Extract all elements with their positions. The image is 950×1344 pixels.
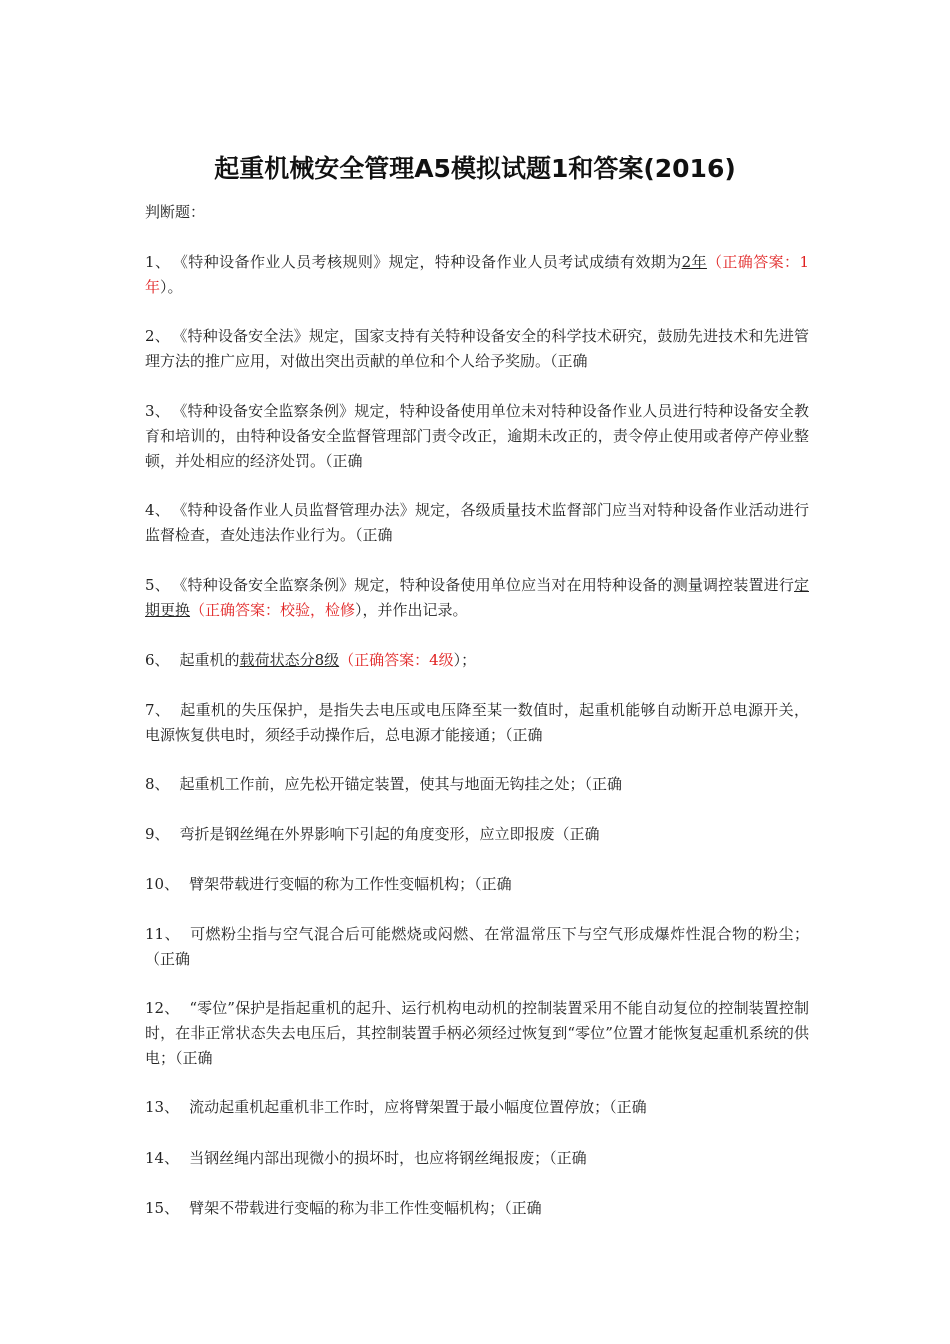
answer-correction: （正确答案：1年 [145,253,809,296]
question-text: “零位”保护是指起重机的起升、运行机构电动机的控制装置采用不能自动复位的控制装置控制时，在非正常状态失去电压后，其控制装置手柄必须经过恢复到“零位”位置才能恢复起重机系统的供电；（正确 [145,999,810,1067]
question-item [145,1095,809,1120]
question-item [145,250,809,300]
question-item [145,698,809,748]
underlined-error: 2年 [681,253,707,271]
question-text: 《特种设备安全监察条例》规定，特种设备使用单位应当对在用特种设备的测量调控装置进行 [179,576,794,594]
question-item [145,324,809,374]
question-text: ）。 [160,278,183,296]
underlined-error: 载荷状态分8级 [239,651,340,669]
question-text: 起重机工作前，应先松开锚定装置，使其与地面无钩挂之处；（正确 [179,775,623,793]
underlined-error: 定期更换 [145,576,809,619]
question-item [145,922,809,972]
question-text: 流动起重机起重机非工作时，应将臂架置于最小幅度位置停放；（正确 [189,1098,647,1116]
question-number: 1、 [145,253,171,271]
question-item [145,498,809,548]
question-text: ），并作出记录。 [355,601,468,619]
document-title: 起重机械安全管理A5模拟试题1和答案(2016) [214,154,736,183]
question-item [145,872,809,897]
question-number: 3、 [145,402,170,420]
question-number: 9、 [145,825,170,843]
question-number: 15、 [145,1199,180,1217]
question-text: 臂架带载进行变幅的称为工作性变幅机构；（正确 [189,875,512,893]
question-item [145,772,809,797]
question-text: 臂架不带载进行变幅的称为非工作性变幅机构；（正确 [189,1199,542,1217]
question-number: 14、 [145,1149,180,1167]
question-number: 5、 [145,576,170,594]
question-text: 《特种设备作业人员考核规则》规定，特种设备作业人员考试成绩有效期为 [180,253,682,271]
question-item [145,648,809,673]
question-number: 7、 [145,701,171,719]
question-number: 2、 [145,327,170,345]
question-number: 12、 [145,999,180,1017]
section-label: 判断题： [145,203,206,221]
question-item [145,996,809,1071]
question-text: 弯折是钢丝绳在外界影响下引起的角度变形，应立即报废（正确 [179,825,600,843]
question-text: 《特种设备安全法》规定，国家支持有关特种设备安全的科学技术研究，鼓励先进技术和先进管理方法的推广应用，对做出突出贡献的单位和个人给予奖励。（正确 [145,327,809,370]
question-number: 11、 [145,925,181,943]
question-item [145,573,809,623]
question-number: 8、 [145,775,170,793]
question-item [145,822,809,847]
question-text: 当钢丝绳内部出现微小的损坏时，也应将钢丝绳报废；（正确 [189,1149,587,1167]
question-text: 可燃粉尘指与空气混合后可能燃烧或闷燃、在常温常压下与空气形成爆炸性混合物的粉尘；（正确 [145,925,809,968]
question-text: ）； [453,651,477,669]
question-item [145,399,809,474]
question-number: 6、 [145,651,170,669]
question-text: 《特种设备安全监察条例》规定，特种设备使用单位未对特种设备作业人员进行特种设备安全教育和培训的，由特种设备安全监督管理部门责令改正，逾期未改正的，责令停止使用或者停产停业整顿，并处相应的经济处罚。（正确 [145,402,809,470]
question-number: 13、 [145,1098,180,1116]
answer-correction: （正确答案：4级 [339,651,454,669]
question-text: 起重机的失压保护，是指失去电压或电压降至某一数值时，起重机能够自动断开总电源开关，电源恢复供电时，须经手动操作后，总电源才能接通；（正确 [145,701,809,744]
question-number: 10、 [145,875,180,893]
question-item [145,1146,809,1171]
question-text: 《特种设备作业人员监督管理办法》规定，各级质量技术监督部门应当对特种设备作业活动进行监督检查，查处违法作业行为。（正确 [145,501,809,544]
question-number: 4、 [145,501,170,519]
answer-correction: （正确答案：校验，检修 [190,601,356,619]
question-item [145,1196,809,1221]
question-text: 起重机的 [179,651,240,669]
